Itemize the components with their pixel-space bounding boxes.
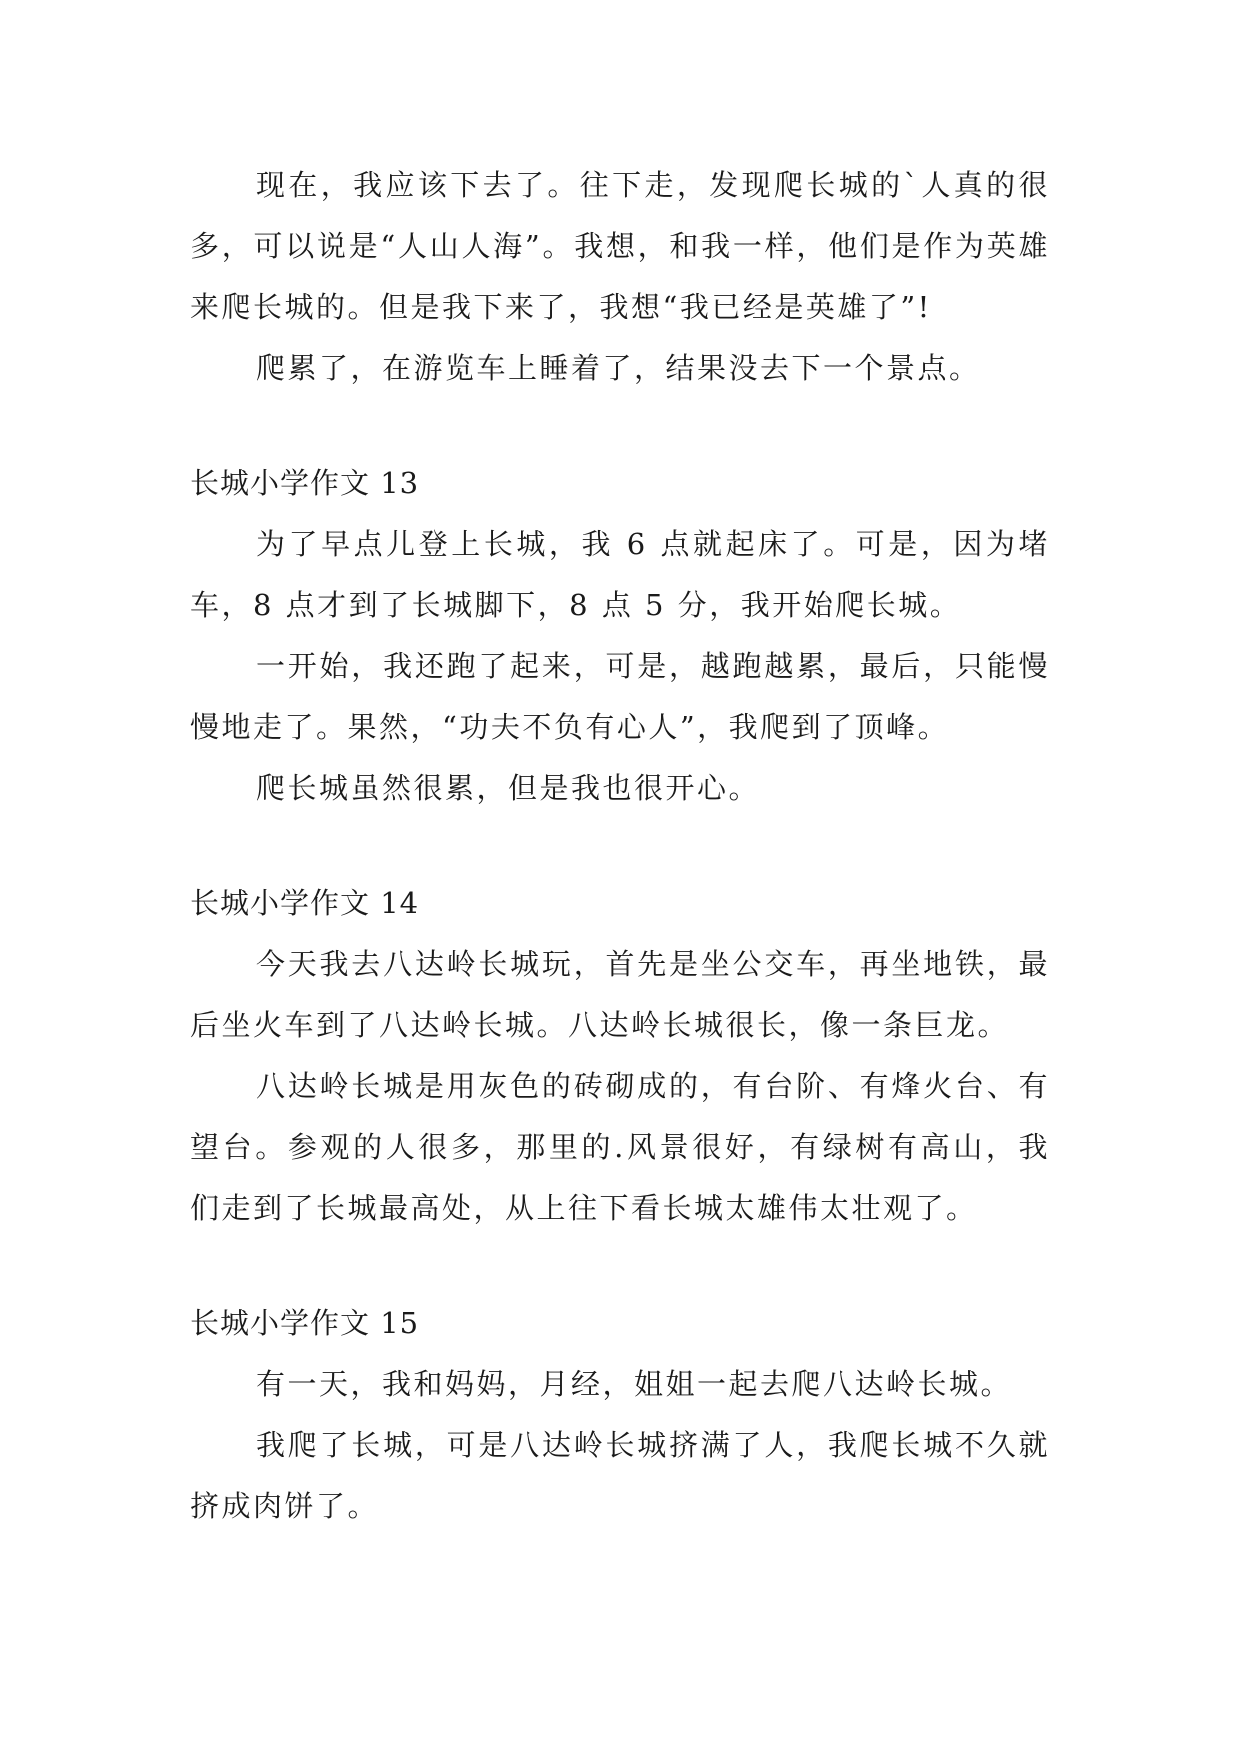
essay-section-14 xyxy=(190,873,1050,1239)
paragraph: 为了早点儿登上长城，我 6 点就起床了。可是，因为堵车，8 点才到了长城脚下，8 点 5 分，我开始爬长城。 xyxy=(190,527,1050,622)
section-title: 长城小学作文 13 xyxy=(190,466,420,500)
paragraph: 我爬了长城，可是八达岭长城挤满了人，我爬长城不久就挤成肉饼了。 xyxy=(190,1428,1050,1523)
paragraph: 八达岭长城是用灰色的砖砌成的，有台阶、有烽火台、有望台。参观的人很多，那里的.风景很好，有绿树有高山，我们走到了长城最高处，从上往下看长城太雄伟太壮观了。 xyxy=(190,1069,1050,1225)
section-title: 长城小学作文 15 xyxy=(190,1306,420,1340)
essay-section-13 xyxy=(190,453,1050,819)
paragraph: 爬长城虽然很累，但是我也很开心。 xyxy=(256,771,761,805)
section-title: 长城小学作文 14 xyxy=(190,886,420,920)
document-body xyxy=(190,155,1050,1537)
paragraph: 现在，我应该下去了。往下走，发现爬长城的`人真的很多，可以说是“人山人海”。我想，和我一样，他们是作为英雄来爬长城的。但是我下来了，我想“我已经是英雄了”! xyxy=(190,168,1050,324)
paragraph: 爬累了，在游览车上睡着了，结果没去下一个景点。 xyxy=(256,351,981,385)
paragraph: 一开始，我还跑了起来，可是，越跑越累，最后，只能慢慢地走了。果然，“功夫不负有心人”，我爬到了顶峰。 xyxy=(190,649,1050,744)
paragraph: 今天我去八达岭长城玩，首先是坐公交车，再坐地铁，最后坐火车到了八达岭长城。八达岭长城很长，像一条巨龙。 xyxy=(190,947,1050,1042)
paragraph: 有一天，我和妈妈，月经，姐姐一起去爬八达岭长城。 xyxy=(256,1367,1013,1401)
intro-block xyxy=(190,155,1050,399)
essay-section-15 xyxy=(190,1293,1050,1537)
